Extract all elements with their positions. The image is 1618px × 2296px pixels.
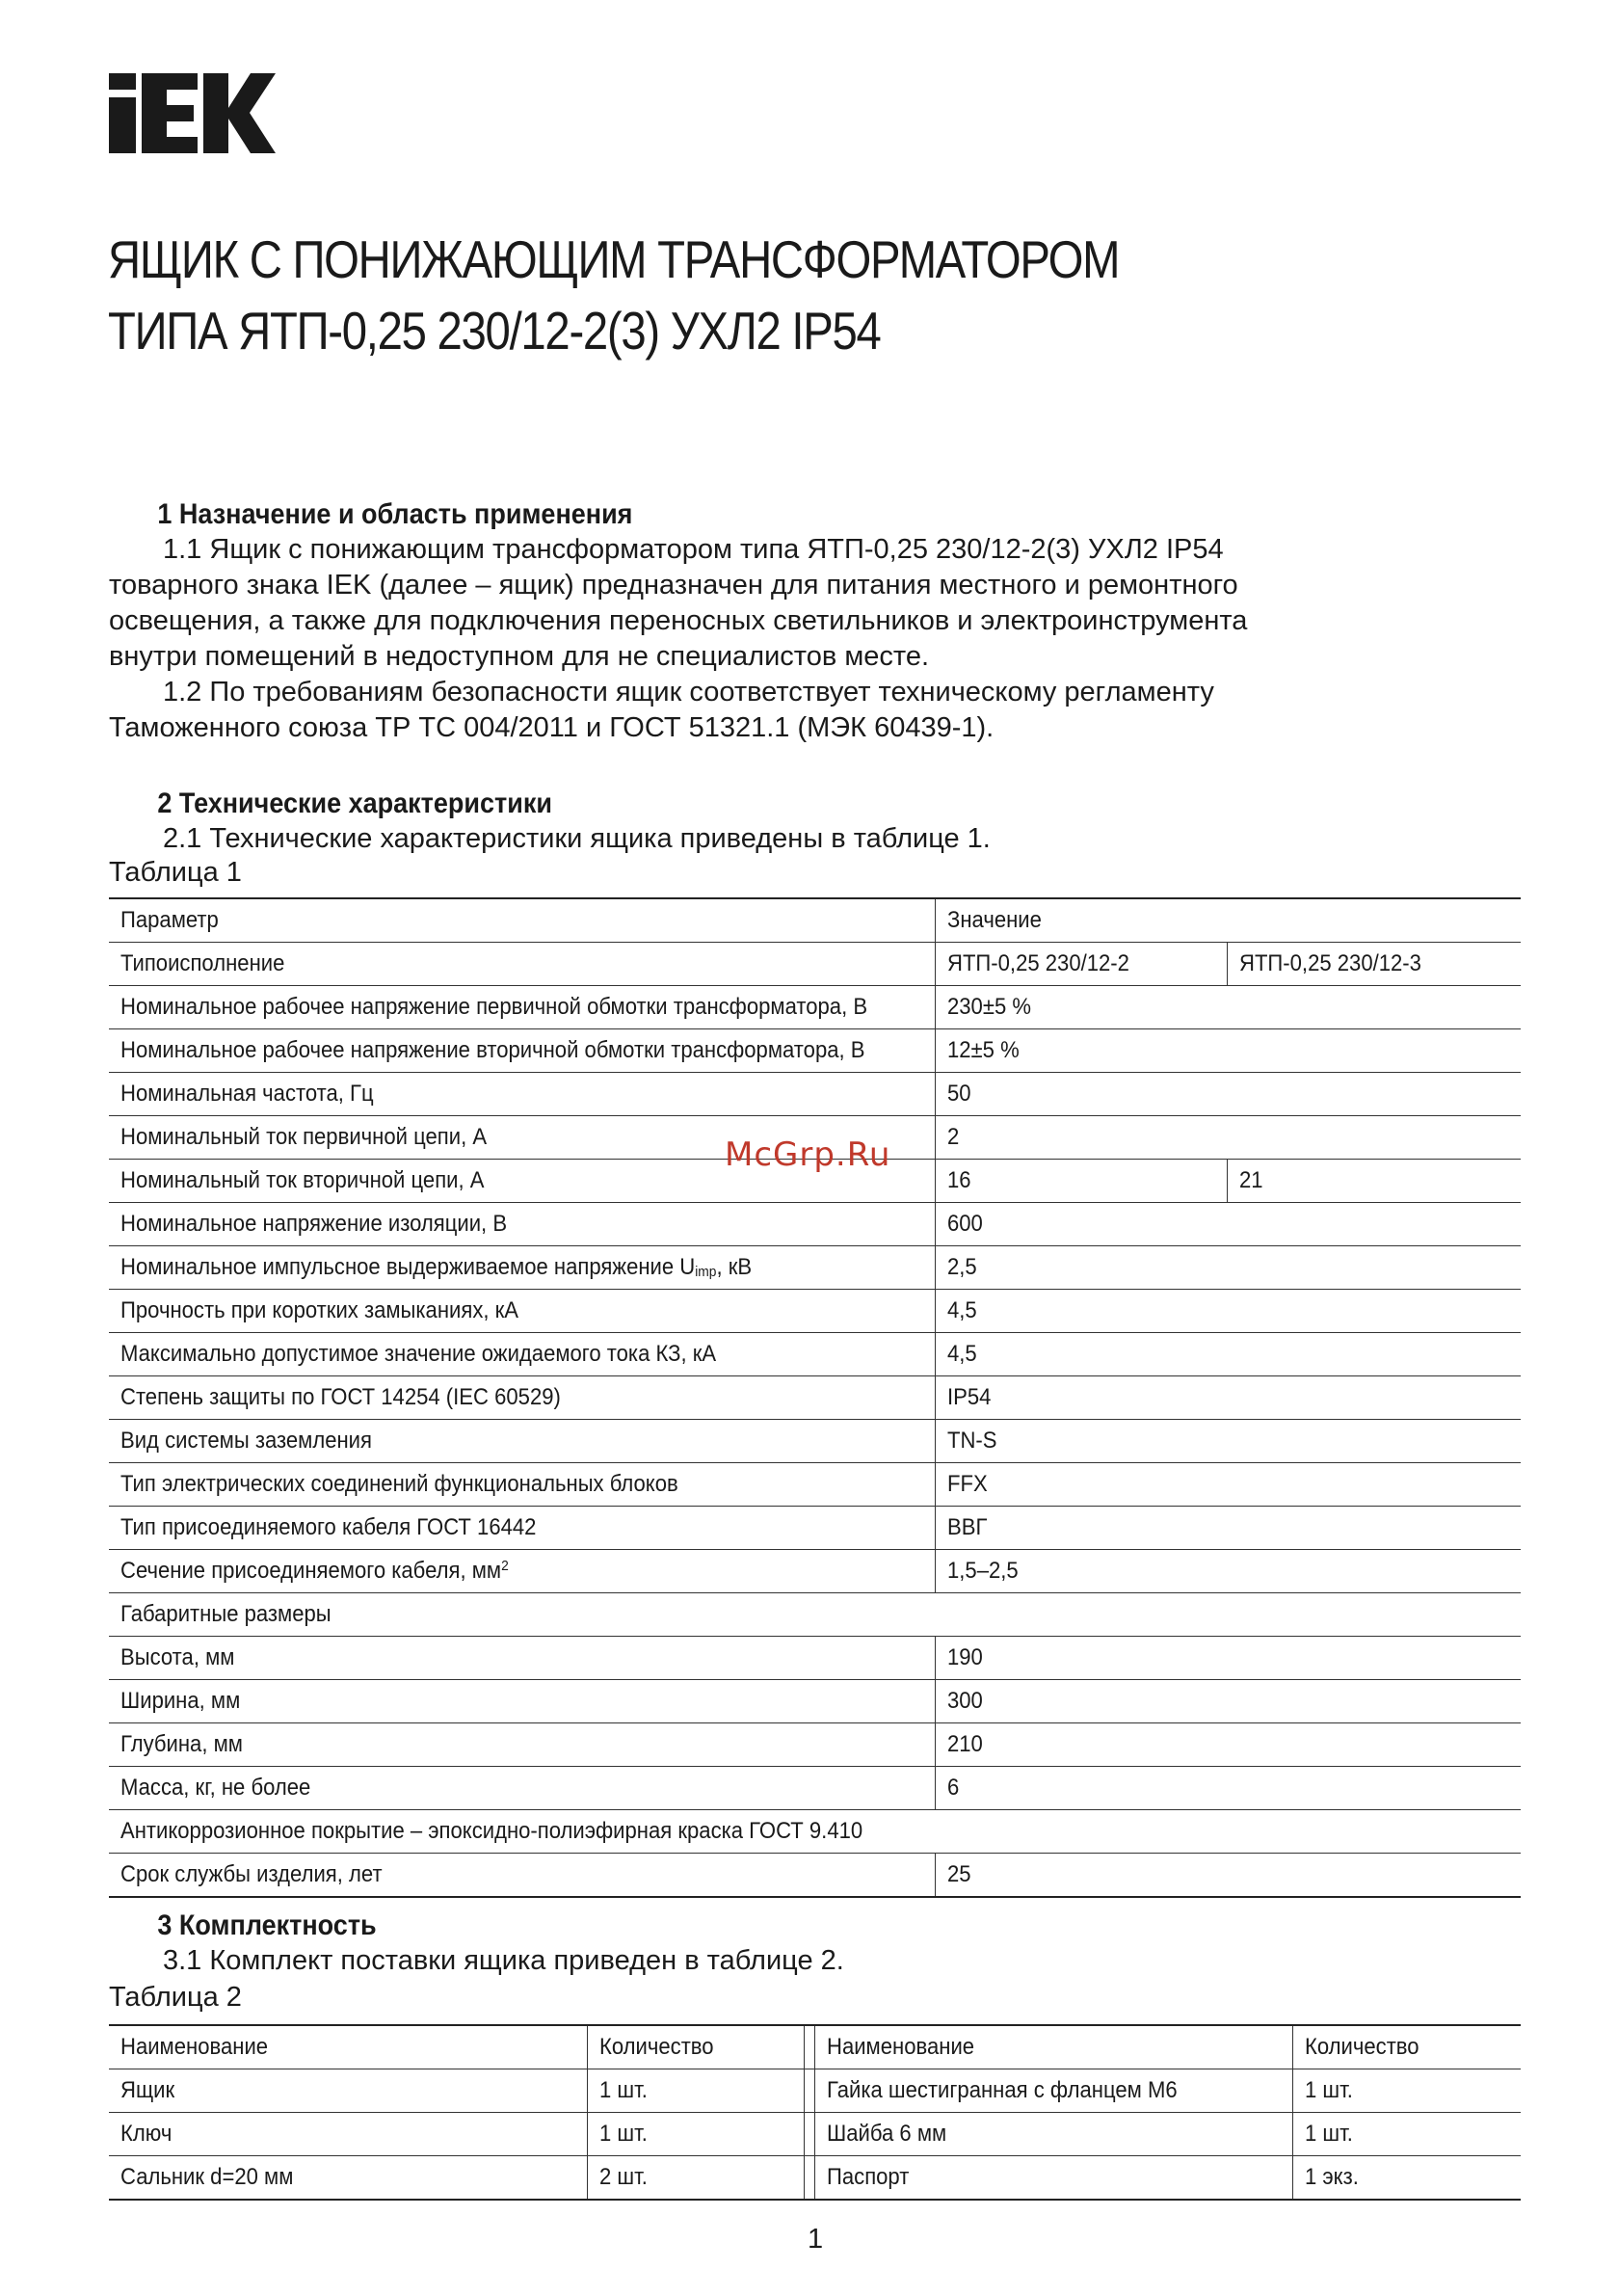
row-value: 210 <box>935 1723 1521 1767</box>
table-row <box>109 986 1521 1029</box>
column-gap <box>804 2156 814 2201</box>
row-label: Номинальный ток вторичной цепи, А <box>109 1160 935 1203</box>
specifications-table <box>109 897 1521 1898</box>
row-value: ЯТП-0,25 230/12-2 <box>935 943 1227 986</box>
column-gap <box>804 2113 814 2156</box>
row-value: 600 <box>935 1203 1521 1246</box>
row-value: 50 <box>935 1073 1521 1116</box>
item-name: Ключ <box>109 2113 587 2156</box>
paragraph-line: внутри помещений в недоступном для не специалистов месте. <box>109 641 930 672</box>
row-value: 230±5 % <box>935 986 1521 1029</box>
item-name: Ящик <box>109 2069 587 2113</box>
paragraph-line: 1.2 По требованиям безопасности ящик соответствует техническому регламенту <box>163 677 1214 707</box>
table-row <box>109 943 1521 986</box>
paragraph-line: Таможенного союза ТР ТС 004/2011 и ГОСТ 51321.1 (МЭК 60439-1). <box>109 712 995 743</box>
iek-logo <box>109 73 276 153</box>
row-value: TN-S <box>935 1420 1521 1463</box>
table-row <box>109 1073 1521 1116</box>
row-label: Номинальная частота, Гц <box>109 1073 935 1116</box>
row-label: Номинальный ток первичной цепи, А <box>109 1116 935 1160</box>
row-value: 12±5 % <box>935 1029 1521 1073</box>
title-line-2: ТИПА ЯТП-0,25 230/12-2(3) УХЛ2 IP54 <box>108 301 881 360</box>
row-value: 25 <box>935 1854 1521 1898</box>
paragraph-line: 1.1 Ящик с понижающим трансформатором типа ЯТП-0,25 230/12-2(3) УХЛ2 IP54 <box>163 534 1224 565</box>
section-1-heading: 1 Назначение и область применения <box>157 498 633 530</box>
table-row <box>109 1290 1521 1333</box>
row-label: Вид системы заземления <box>109 1420 935 1463</box>
row-value: 1,5–2,5 <box>935 1550 1521 1593</box>
row-value: 190 <box>935 1637 1521 1680</box>
row-label: Типоисполнение <box>109 943 935 986</box>
row-label: Номинальное рабочее напряжение вторичной обмотки трансформатора, В <box>109 1029 935 1073</box>
table-row <box>109 1593 1521 1637</box>
row-label: Масса, кг, не более <box>109 1767 935 1810</box>
section-3 <box>109 1908 1525 1979</box>
row-value: 2,5 <box>935 1246 1521 1290</box>
item-name: Паспорт <box>814 2156 1292 2201</box>
table-row <box>109 1420 1521 1463</box>
paragraph-line: 3.1 Комплект поставки ящика приведен в таблице 2. <box>163 1945 844 1976</box>
section-2-heading: 2 Технические характеристики <box>157 788 552 819</box>
row-label: Номинальное напряжение изоляции, В <box>109 1203 935 1246</box>
header-param: Параметр <box>109 898 935 943</box>
paragraph-line: 2.1 Технические характеристики ящика приведены в таблице 1. <box>163 823 991 854</box>
delivery-set-table <box>109 2024 1521 2201</box>
table-row <box>109 1680 1521 1723</box>
row-value: 6 <box>935 1767 1521 1810</box>
header-name: Наименование <box>814 2025 1292 2069</box>
row-label: Максимально допустимое значение ожидаемого тока КЗ, кА <box>109 1333 935 1376</box>
paragraph-line: освещения, а также для подключения переносных светильников и электроинструмента <box>109 605 1248 636</box>
title-line-1: ЯЩИК С ПОНИЖАЮЩИМ ТРАНСФОРМАТОРОМ <box>108 229 1120 289</box>
item-qty: 1 шт. <box>587 2069 804 2113</box>
row-label: Тип присоединяемого кабеля ГОСТ 16442 <box>109 1507 935 1550</box>
table-1-caption: Таблица 1 <box>109 857 242 888</box>
section-1 <box>109 496 1525 746</box>
row-label: Прочность при коротких замыканиях, кА <box>109 1290 935 1333</box>
item-name: Сальник d=20 мм <box>109 2156 587 2201</box>
item-name: Гайка шестигранная с фланцем М6 <box>814 2069 1292 2113</box>
item-name: Шайба 6 мм <box>814 2113 1292 2156</box>
table-row <box>109 2113 1521 2156</box>
row-label: Степень защиты по ГОСТ 14254 (IEC 60529) <box>109 1376 935 1420</box>
table-header-row <box>109 2025 1521 2069</box>
row-value: 21 <box>1227 1160 1521 1203</box>
row-label: Сечение присоединяемого кабеля, $мм^2$ <box>109 1550 935 1593</box>
document-title <box>108 224 1119 366</box>
row-value: 4,5 <box>935 1290 1521 1333</box>
row-label: Высота, мм <box>109 1637 935 1680</box>
section-3-heading: 3 Комплектность <box>157 1909 377 1941</box>
row-label: Габаритные размеры <box>109 1593 1521 1637</box>
table-row <box>109 1723 1521 1767</box>
row-label: Номинальное рабочее напряжение первичной обмотки трансформатора, В <box>109 986 935 1029</box>
header-name: Наименование <box>109 2025 587 2069</box>
row-value: IP54 <box>935 1376 1521 1420</box>
table-row <box>109 2069 1521 2113</box>
row-value: 4,5 <box>935 1333 1521 1376</box>
row-label: Тип электрических соединений функциональных блоков <box>109 1463 935 1507</box>
header-qty: Количество <box>587 2025 804 2069</box>
item-qty: 1 шт. <box>1292 2069 1521 2113</box>
table-row <box>109 1637 1521 1680</box>
section-2 <box>109 786 1525 857</box>
table-row <box>109 1203 1521 1246</box>
table-row <box>109 1810 1521 1854</box>
header-qty: Количество <box>1292 2025 1521 2069</box>
item-qty: 1 шт. <box>1292 2113 1521 2156</box>
row-label: Антикоррозионное покрытие – эпоксидно-полиэфирная краска ГОСТ 9.410 <box>109 1810 1521 1854</box>
watermark: McGrp.Ru <box>725 1135 891 1174</box>
header-value: Значение <box>935 898 1521 943</box>
row-value: FFX <box>935 1463 1521 1507</box>
page-number: 1 <box>808 2224 824 2255</box>
item-qty: 1 экз. <box>1292 2156 1521 2201</box>
table-row <box>109 1854 1521 1898</box>
item-qty: 2 шт. <box>587 2156 804 2201</box>
row-label: Срок службы изделия, лет <box>109 1854 935 1898</box>
row-label: Глубина, мм <box>109 1723 935 1767</box>
table-header-row <box>109 898 1521 943</box>
row-value: ВВГ <box>935 1507 1521 1550</box>
paragraph-line: товарного знака IEK (далее – ящик) предназначен для питания местного и ремонтного <box>109 570 1238 601</box>
table-row <box>109 1550 1521 1593</box>
table-row <box>109 1333 1521 1376</box>
table-row <box>109 2156 1521 2201</box>
row-value: ЯТП-0,25 230/12-3 <box>1227 943 1521 986</box>
table-row <box>109 1507 1521 1550</box>
table-row <box>109 1029 1521 1073</box>
table-row <box>109 1767 1521 1810</box>
column-gap <box>804 2069 814 2113</box>
table-row <box>109 1463 1521 1507</box>
row-value: 300 <box>935 1680 1521 1723</box>
column-gap <box>804 2025 814 2069</box>
row-value: 16 <box>935 1160 1227 1203</box>
item-qty: 1 шт. <box>587 2113 804 2156</box>
table-row <box>109 1246 1521 1290</box>
row-value: 2 <box>935 1116 1521 1160</box>
row-label: Номинальное импульсное выдерживаемое напряжение $U_{imp}$, кВ <box>109 1246 935 1290</box>
table-2-caption: Таблица 2 <box>109 1982 242 2013</box>
table-row <box>109 1376 1521 1420</box>
row-label: Ширина, мм <box>109 1680 935 1723</box>
